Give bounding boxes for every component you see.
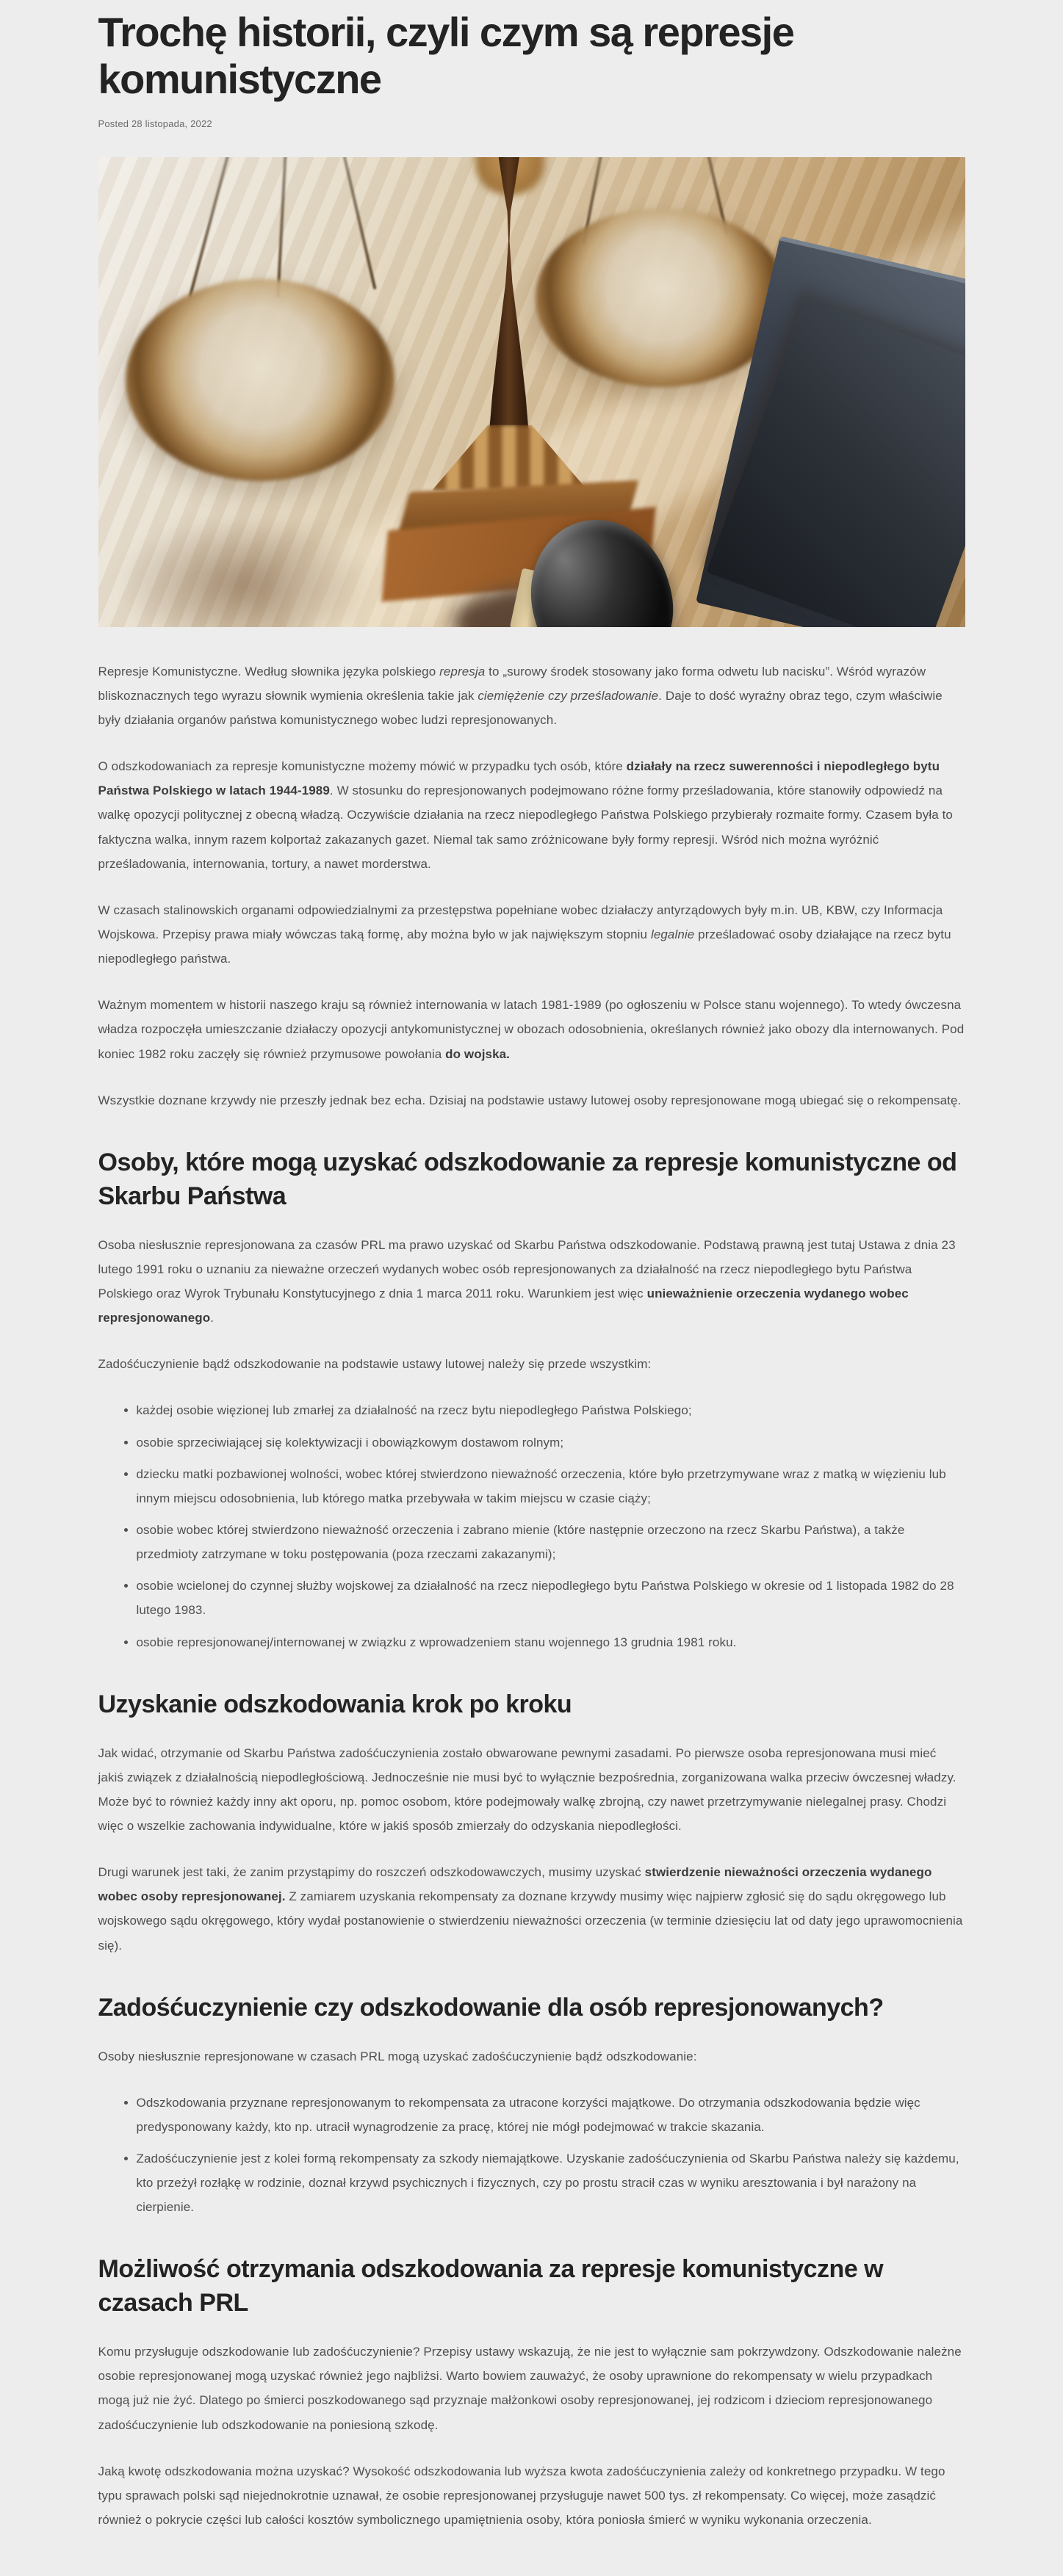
paragraph: W czasach stalinowskich organami odpowiedzialnymi za przestępstwa popełniane wobec działaczy antyrządowych były m.in. UB, KBW, czy Informacja Wojskowa. Przepisy prawa miały wówczas taką formę, aby można było w jak największym stopniu legalnie prześladować osoby działające na rzecz bytu niepodległego państwa.	[98, 902, 951, 966]
paragraph: Osoba niesłusznie represjonowana za czasów PRL ma prawo uzyskać od Skarbu Państwa odszkodowanie. Podstawą prawną jest tutaj Ustawa z dnia 23 lutego 1991 roku o uznaniu za nieważne orzeczeń wydanych wobec osób represjonowanych za działalność na rzecz niepodległego bytu Państwa Polskiego oraz Wyrok Trybunału Konstytucyjnego z dnia 1 marca 2011 roku. Warunkiem jest więc unieważnienie orzeczenia wydanego wobec represjonowanego.	[98, 1237, 956, 1325]
paragraph: Komu przysługuje odszkodowanie lub zadośćuczynienie? Przepisy ustawy wskazują, że nie jest to wyłącznie sam pokrzywdzony. Odszkodowanie należne osobie represjonowanej mogą uzyskać również jego najbliżsi. Warto bowiem zauważyć, że osoby uprawnione do rekompensaty w wielu przypadkach mogą już nie żyć. Dlatego po śmierci poszkodowanego sąd przyznaje małżonkowi osoby represjonowanej, jej rodzicom i dzieciom represjonowanego zadośćuczynienie lub odszkodowanie na poniesioną szkodę.	[98, 2345, 962, 2432]
compensation-types-list	[98, 2091, 965, 2220]
paragraph: Ważnym momentem w historii naszego kraju są również internowania w latach 1981-1989 (po ogłoszeniu w Polsce stanu wojennego). To wtedy ówczesna władza rozpoczęła umieszczanie działaczy opozycji antykomunistycznej w obozach odosobnienia, określanych również jako obozy dla internowanych. Pod koniec 1982 roku zaczęły się również przymusowe powołania do wojska.	[98, 998, 965, 1061]
list-item: • Odszkodowania przyznane represjonowanym to rekompensata za utracone korzyści majątkowe. Do otrzymania odszkodowania będzie więc predysponowany każdy, kto np. utracił wynagrodzenie za pracę, której nie mógł podejmować w trakcie skazania.	[137, 2091, 965, 2139]
paragraph: Zadośćuczynienie bądź odszkodowanie na podstawie ustawy lutowej należy się przede wszystkim:	[98, 1357, 652, 1372]
list-item: • osobie wcielonej do czynnej służby wojskowej za działalność na rzecz niepodległego bytu Państwa Polskiego w okresie od 1 listopada 1982 do 28 lutego 1983.	[137, 1574, 965, 1622]
list-item: • dziecku matki pozbawionej wolności, wobec której stwierdzono nieważność orzeczenia, które było przetrzymywane wraz z matką w więzieniu lub innym miejscu odosobnienia, lub którego matka przebywała w takim miejscu w czasie ciąży;	[137, 1462, 965, 1510]
list-item: • osobie sprzeciwiającej się kolektywizacji i obowiązkowym dostawom rolnym;	[137, 1430, 965, 1455]
list-item: • osobie wobec której stwierdzono nieważność orzeczenia i zabrano mienie (które następnie orzeczono na rzecz Skarbu Państwa), a także przedmioty zatrzymane w toku postępowania (poza rzeczami zakazanymi);	[137, 1518, 965, 1566]
section-heading-prl-compensation: Możliwość otrzymania odszkodowania za represje komunistyczne w czasach PRL	[98, 2255, 884, 2318]
section-heading-eligible-persons: Osoby, które mogą uzyskać odszkodowanie za represje komunistyczne od Skarbu Państwa	[98, 1148, 957, 1210]
section-heading-compensation-types: Zadośćuczynienie czy odszkodowanie dla osób represjonowanych?	[98, 1993, 884, 2022]
list-item: • osobie represjonowanej/internowanej w związku z wprowadzeniem stanu wojennego 13 grudnia 1981 roku.	[137, 1630, 965, 1654]
article-container	[98, 0, 965, 2576]
section-heading-step-by-step: Uzyskanie odszkodowania krok po kroku	[98, 1690, 572, 1718]
soft-shadow	[115, 514, 375, 627]
post-date: Posted 28 listopada, 2022	[98, 117, 212, 129]
paragraph: O odszkodowaniach za represje komunistyczne możemy mówić w przypadku tych osób, które działały na rzecz suwerenności i niepodległego bytu Państwa Polskiego w latach 1944-1989. W stosunku do represjonowanych podejmowano różne formy prześladowania, które stanowiły odpowiedź na walkę opozycji politycznej z obecną władzą. Oczywiście działania na rzecz niepodległego Państwa Polskiego przybierały rozmaite formy. Czasem była to faktyczna walka, innym razem kolportaż zakazanych gazet. Niemal tak samo zróżnicowane były formy represji. Wśród nich można wyróżnić prześladowania, internowania, tortury, a nawet morderstwa.	[98, 759, 953, 871]
list-item: • każdej osobie więzionej lub zmarłej za działalność na rzecz bytu niepodległego Państwa Polskiego;	[137, 1398, 965, 1422]
page-title: Trochę historii, czyli czym są represje komunistyczne	[98, 9, 794, 103]
eligible-persons-list	[98, 1398, 965, 1654]
paragraph: Osoby niesłusznie represjonowane w czasach PRL mogą uzyskać zadośćuczynienie bądź odszkodowanie:	[98, 2049, 697, 2063]
article-body	[98, 659, 965, 2532]
scale-pan-left	[126, 279, 394, 481]
paragraph: Represje Komunistyczne. Według słownika języka polskiego represja to „surowy środek stosowany jako forma odwetu lub nacisku”. Wśród wyrazów bliskoznacznych tego wyrazu słownik wymienia określenia takie jak ciemiężenie czy prześladowanie. Daje to dość wyraźny obraz tego, czym właściwie były działania organów państwa komunistycznego wobec ludzi represjonowanych.	[98, 664, 943, 728]
article-featured-image	[98, 157, 965, 627]
paragraph: Wszystkie doznane krzywdy nie przeszły jednak bez echa. Dzisiaj na podstawie ustawy lutowej osoby represjonowane mogą ubiegać się o rekompensatę.	[98, 1093, 962, 1107]
paragraph: Drugi warunek jest taki, że zanim przystąpimy do roszczeń odszkodowawczych, musimy uzyskać stwierdzenie nieważności orzeczenia wydanego wobec osoby represjonowanej. Z zamiarem uzyskania rekompensaty za doznane krzywdy musimy więc najpierw zgłosić się do sądu okręgowego lub wojskowego sądu okręgowego, który wydał postanowienie o stwierdzeniu nieważności orzeczenia (w terminie dziesięciu lat od daty jego uprawomocnienia się).	[98, 1865, 963, 1953]
paragraph: Jak widać, otrzymanie od Skarbu Państwa zadośćuczynienia zostało obwarowane pewnymi zasadami. Po pierwsze osoba represjonowana musi mieć jakiś związek z działalnością niepodległościową. Jednocześnie nie musi być to wyłącznie bezpośrednia, zorganizowana walka przeciw ówczesnej władzy. Może być to również każdy inny akt oporu, np. pomoc osobom, które podejmowały walkę zbrojną, czy nawet przetrzymywanie nielegalnej prasy. Chodzi więc o wszelkie zachowania indywidualne, które w jakiś sposób zmierzały do odzyskania niepodległości.	[98, 1745, 956, 1833]
paragraph: Jaką kwotę odszkodowania można uzyskać? Wysokość odszkodowania lub wyższa kwota zadośćuczynienia zależy od konkretnego przypadku. W tego typu sprawach polski sąd niejednokrotnie uznawał, że osobie represjonowanej przysługuje nawet 500 tys. zł rekompensaty. Co więcej, może zasądzić również o pokrycie części lub całości kosztów symbolicznego upamiętnienia osoby, która poniosła śmierć w wyniku wykonania orzeczenia.	[98, 2464, 945, 2528]
scale-pan-right	[536, 209, 787, 387]
list-item: • Zadośćuczynienie jest z kolei formą rekompensaty za szkody niemajątkowe. Uzyskanie zadośćuczynienia od Skarbu Państwa należy się każdemu, kto przeżył rozłąkę w rodzinie, doznał krzywd psychicznych i fizycznych, czy po prostu stracił czas w wyniku aresztowania i był narażony na cierpienie.	[137, 2146, 965, 2219]
